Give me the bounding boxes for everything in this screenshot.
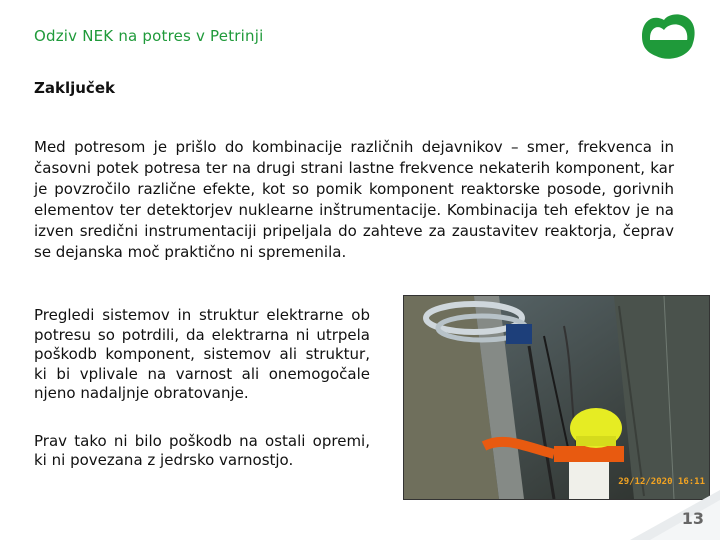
- section-heading: Zaključek: [34, 79, 115, 97]
- intro-paragraph: Med potresom je prišlo do kombinacije različnih dejavnikov – smer, frekvenca in časovni potek potresa ter na drugi strani lastne frekvence nekaterih komponent, kar je povzročilo različne efekte, kot so pomik komponent reaktorske posode, gorivnih elementov ter detektorjev nuklearne inštrumentacije. Kombinacija teh efektov je na izven sredični instrumentaciji pripeljala do zahteve za zaustavitev reaktorja, čeprav se dejanska moč praktično ni spremenila.: [34, 138, 674, 261]
- nek-logo-icon: [638, 10, 698, 62]
- photo-timestamp: 29/12/2020 16:11: [618, 477, 705, 487]
- text-column: [34, 306, 370, 499]
- paragraph-other-equipment: Prav tako ni bilo poškodb na ostali opremi, ki ni povezana z jedrsko varnostjo.: [34, 431, 370, 469]
- page-number: 13: [681, 509, 704, 528]
- corner-decoration: [600, 470, 720, 540]
- header-title: Odziv NEK na potres v Petrinji: [34, 27, 264, 45]
- paragraph-inspection: Pregledi sistemov in struktur elektrarne ob potresu so potrdili, da elektrarna ni utrpela poškodb komponent, sistemov ali struktur, ki bi vplivale na varnost ali onemogočale njeno nadaljnje obratovanje.: [34, 306, 370, 402]
